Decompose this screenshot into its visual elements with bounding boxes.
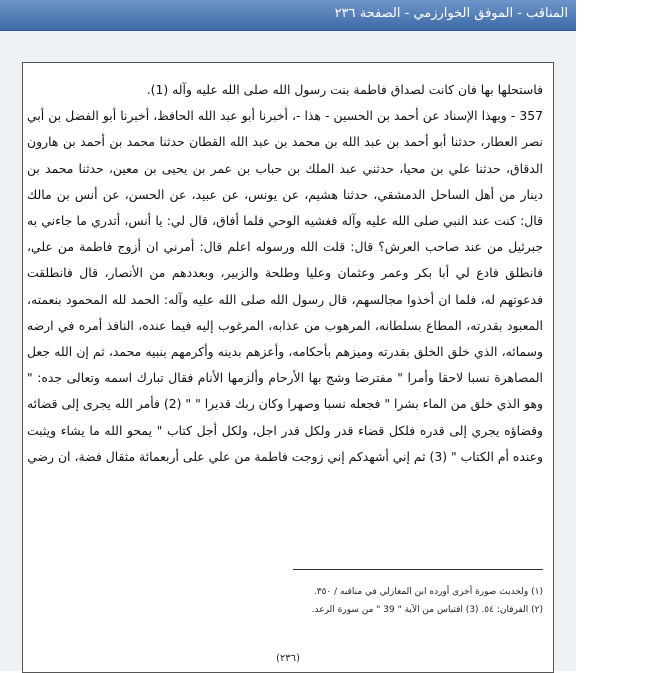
paragraph-1: فاستحلها بها فان كانت لصداق فاطمة بنت رسول الله صلى الله عليه وآله (1). [146, 82, 543, 97]
paragraph-2: 357 - وبهذا الإسناد عن أحمد بن الحسين - هذا -، أخبرنا أبو عبد الله الحافظ، أخبرنا أبو الفضل بن أبي نصر العطار، حدثنا أبو أحمد بن عبد الله بن محمد بن عبد الله القطان حدثنا محمد بن أحمد بن هارون الدقاق، حدثنا علي بن محيا، حدثني عبد الملك بن حباب بن عمر بن يحيى بن معين، حدثنا محمد بن دينار من أهل الساحل الدمشقي، حدثنا هشيم، عن يونس، عن عبيد، عن الحسن، عن أنس بن مالك قال: كنت عند النبي صلى الله عليه وآله فغشيه الوحي فلما أفاق، قال لي: يا أنس، أتدري ما جاءني به جبرئيل من عند صاحب العرش؟ قال: قلت الله ورسوله اعلم قال: أمرني ان أزوج فاطمة من علي، فانطلق فادع لي أبا بكر وعمر وعثمان وعليا وطلحة والزبير، وبعددهم من الأنصار، قال فانطلقت فدعوتهم له، فلما ان أخذوا مجالسهم، قال رسول الله صلى الله عليه وآله: الحمد لله المحمود بنعمته، المعبود بقدرته، المطاع بسلطانه، المرهوب من عذابه، المرغوب إليه فيما عنده، النافذ أمره في ارضه وسمائه، الذي خلق الخلق بقدرته وميزهم بأحكامه، وأعزهم بدينه وأكرمهم بنبيه محمد، ثم إن الله جعل المصاهرة نسبا لاحقا وأمرا " مفترضا وشج بها الأرحام وألزمها الأنام فقال تبارك اسمه وتعالى جده: " وهو الذي خلق من الماء بشرا " فجعله نسبا وصهرا وكان ربك قديرا " " (2) فأمر الله يجرى إلى قضائه وقضاؤه يجري إلى قدره فلكل قضاء قدر ولكل قدر اجل، ولكل أجل كتاب " يمحو الله ما يشاء ويثبت وعنده أم الكتاب " (3) ثم إني أشهدكم إني زوجت فاطمة من علي على أربعمائة مثقال فضة، ان رضي [27, 108, 543, 464]
page-body [27, 77, 543, 470]
footnote-2: (٢) الفرقان: ٥٤. (3) اقتباس من الآية " 39 " من سورة الرعد. [311, 605, 543, 615]
footnotes [63, 583, 543, 619]
window-margin [576, 0, 652, 671]
footnote-divider [293, 569, 543, 570]
book-page [22, 62, 554, 673]
page-number: (٢٣٦) [276, 653, 300, 664]
window-title: المناقب - الموفق الخوارزمي - الصفحة ٢٣٦ [334, 6, 568, 21]
title-bar [0, 0, 576, 31]
footnote-1: (١) ولحديث صورة أخرى أورده ابن المغازلي في مناقبه / ٣٥٠. [313, 587, 543, 597]
